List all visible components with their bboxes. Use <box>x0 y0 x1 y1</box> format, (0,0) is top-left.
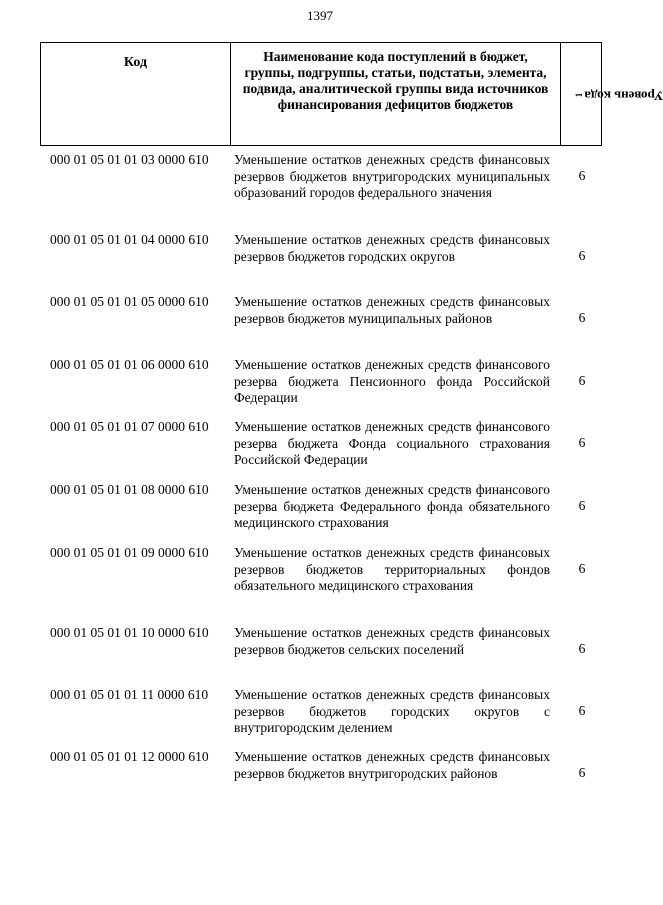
header-level-cell <box>561 43 663 145</box>
row-name: Уменьшение остатков денежных средств финансовых резервов бюджетов сельских поселений <box>234 625 550 657</box>
header-name-cell <box>231 43 561 145</box>
row-code: 000 01 05 01 01 07 0000 610 <box>50 419 209 434</box>
row-code: 000 01 05 01 01 10 0000 610 <box>50 625 209 640</box>
row-code: 000 01 05 01 01 11 0000 610 <box>50 687 209 702</box>
row-name: Уменьшение остатков денежных средств финансовых резервов бюджетов территориальных фондов обязательного медицинского страхования <box>234 545 550 593</box>
table-header <box>40 42 663 146</box>
header-name-label: Наименование кода поступлений в бюджет, группы, подгруппы, статьи, подстатьи, элемента, подвида, аналитической группы вида источников финансирования дефицитов бюджетов <box>242 49 549 112</box>
header-code-label: Код <box>123 55 148 70</box>
row-level: 6 <box>578 498 586 513</box>
row-level: 6 <box>578 765 586 780</box>
row-code: 000 01 05 01 01 08 0000 610 <box>50 482 209 497</box>
row-level: 6 <box>578 641 586 656</box>
header-code-cell <box>41 43 231 145</box>
row-code: 000 01 05 01 01 09 0000 610 <box>50 545 209 560</box>
row-level: 6 <box>578 168 586 183</box>
row-name: Уменьшение остатков денежных средств финансовых резервов бюджетов внутригородских районов <box>234 749 550 781</box>
row-level: 6 <box>578 310 586 325</box>
row-code: 000 01 05 01 01 06 0000 610 <box>50 357 209 372</box>
row-code: 000 01 05 01 01 04 0000 610 <box>50 232 209 247</box>
page-number: 1397 <box>307 8 333 23</box>
row-name: Уменьшение остатков денежных средств финансовых резервов бюджетов муниципальных районов <box>234 294 550 326</box>
row-level: 6 <box>578 248 586 263</box>
row-code: 000 01 05 01 01 12 0000 610 <box>50 749 209 764</box>
row-name: Уменьшение остатков денежных средств финансовых резервов бюджетов внутригородских муниципальных образований городов федерального значения <box>234 152 550 200</box>
header-level-label: Уровень кода <box>584 88 663 103</box>
row-level: 6 <box>578 373 586 388</box>
row-name: Уменьшение остатков денежных средств финансового резерва бюджета Фонда социального страхования Российской Федерации <box>234 419 550 467</box>
row-name: Уменьшение остатков денежных средств финансового резерва бюджета Федерального фонда обязательного медицинского страхования <box>234 482 550 530</box>
header-level-footnote: 1 <box>573 92 584 98</box>
row-code: 000 01 05 01 01 03 0000 610 <box>50 152 209 167</box>
row-code: 000 01 05 01 01 05 0000 610 <box>50 294 209 309</box>
row-level: 6 <box>578 561 586 576</box>
header-level-wrap <box>572 88 663 103</box>
row-level: 6 <box>578 703 586 718</box>
row-name: Уменьшение остатков денежных средств финансового резерва бюджета Пенсионного фонда Российской Федерации <box>234 357 550 405</box>
row-name: Уменьшение остатков денежных средств финансовых резервов бюджетов городских округов с внутригородским делением <box>234 687 550 735</box>
row-name: Уменьшение остатков денежных средств финансовых резервов бюджетов городских округов <box>234 232 550 264</box>
row-level: 6 <box>578 435 586 450</box>
